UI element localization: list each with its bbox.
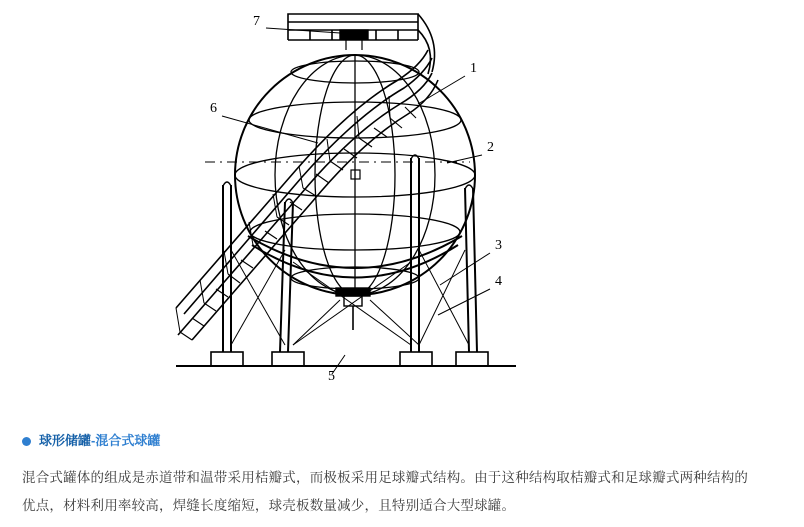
caption-block [22, 432, 782, 520]
callout-7: 7 [253, 14, 260, 29]
top-platform [288, 14, 435, 74]
callout-3: 3 [495, 238, 502, 253]
caption-title [22, 432, 782, 450]
caption-title-sub: -混合式球罐 [91, 433, 161, 448]
staircase-steps [180, 107, 416, 340]
callout-4: 4 [495, 274, 502, 289]
bullet-icon [22, 437, 31, 446]
cross-bracing [231, 250, 469, 345]
caption-body: 混合式罐体的组成是赤道带和温带采用桔瓣式，而极板采用足球瓣式结构。由于这种结构取桔瓣式和足球瓣式两种结构的优点，材料利用率较高，焊缝长度缩短，球壳板数量减少，且特别适合大型球罐。 [22, 470, 749, 513]
callout-2: 2 [487, 140, 494, 155]
callout-labels [210, 14, 502, 384]
caption-title-main: 球形储罐 [39, 433, 92, 448]
callout-5: 5 [328, 369, 335, 384]
foundation-blocks [211, 352, 488, 366]
callout-1: 1 [470, 61, 477, 76]
callout-6: 6 [210, 101, 217, 116]
callout-leaders [222, 28, 490, 374]
